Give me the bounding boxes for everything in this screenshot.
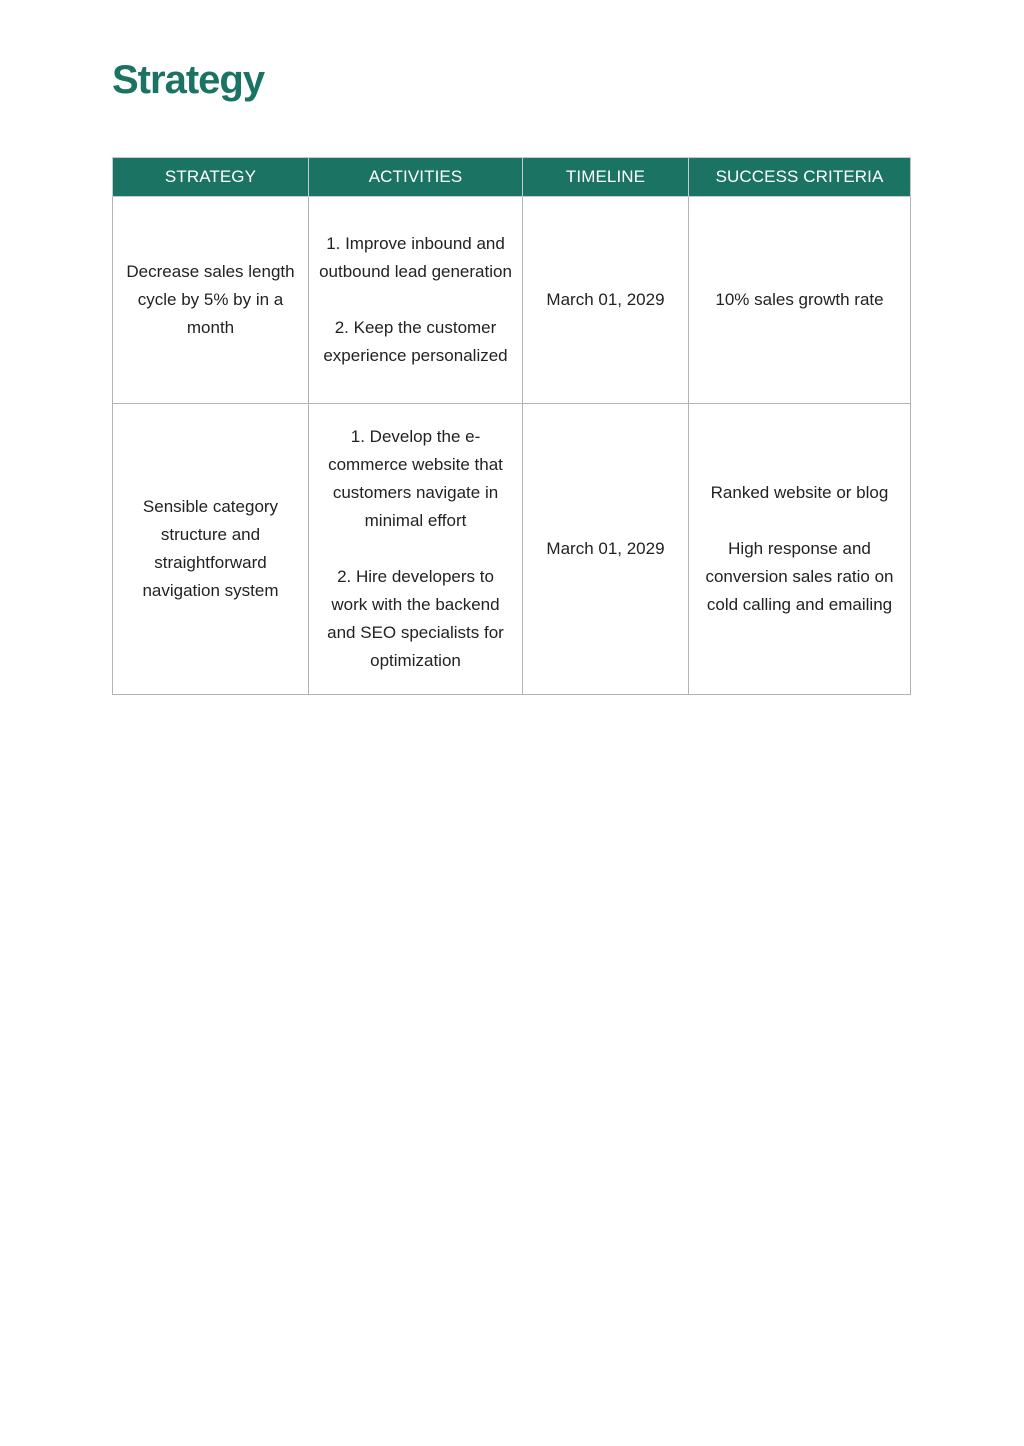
table-header-row — [113, 158, 911, 197]
paragraph-gap — [317, 535, 514, 563]
criteria-item: 10% sales growth rate — [715, 290, 884, 309]
cell-timeline — [523, 404, 689, 695]
strategy-table — [112, 157, 911, 695]
cell-success-criteria — [689, 404, 911, 695]
cell-timeline — [523, 197, 689, 404]
header-success-criteria: SUCCESS CRITERIA — [689, 158, 911, 197]
strategy-text: Sensible category structure and straightforward navigation system — [142, 497, 279, 600]
activity-item: 2. Keep the customer experience personalized — [323, 318, 508, 365]
table-row — [113, 404, 911, 695]
cell-strategy — [113, 404, 309, 695]
header-timeline: TIMELINE — [523, 158, 689, 197]
table-row — [113, 197, 911, 404]
cell-success-criteria — [689, 197, 911, 404]
timeline-text: March 01, 2029 — [546, 290, 665, 309]
activity-item: 1. Improve inbound and outbound lead generation — [319, 234, 512, 281]
page-title: Strategy — [112, 58, 265, 102]
header-strategy: STRATEGY — [113, 158, 309, 197]
cell-activities — [309, 404, 523, 695]
paragraph-gap — [697, 507, 902, 535]
activity-item: 1. Develop the e-commerce website that customers navigate in minimal effort — [328, 427, 503, 530]
paragraph-gap — [317, 286, 514, 314]
timeline-text: March 01, 2029 — [546, 539, 665, 558]
cell-activities — [309, 197, 523, 404]
cell-strategy — [113, 197, 309, 404]
strategy-text: Decrease sales length cycle by 5% by in a month — [126, 262, 295, 337]
activity-item: 2. Hire developers to work with the backend and SEO specialists for optimization — [327, 567, 504, 670]
criteria-item: Ranked website or blog — [710, 483, 889, 502]
header-activities: ACTIVITIES — [309, 158, 523, 197]
criteria-item: High response and conversion sales ratio on cold calling and emailing — [705, 539, 894, 614]
